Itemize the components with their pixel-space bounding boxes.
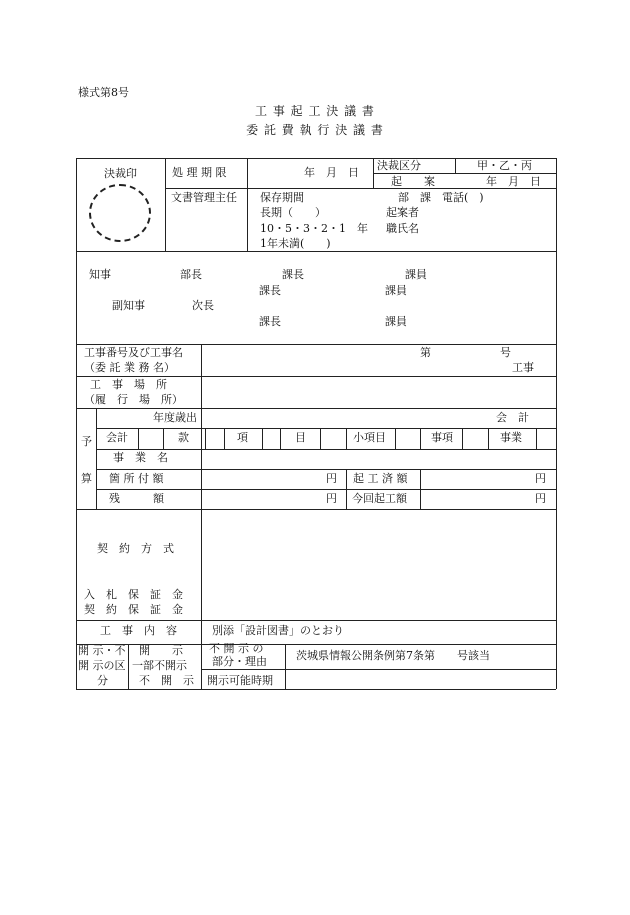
approval-section-chief-1: 課長 xyxy=(282,268,304,281)
work-suffix: 工事 xyxy=(512,361,534,374)
form-number: 様式第8号 xyxy=(78,86,129,99)
approval-section-chief-3: 課長 xyxy=(259,315,281,328)
bid-bond-label: 入 札 保 証 金 xyxy=(84,588,183,601)
divider xyxy=(205,428,206,449)
dept-section-phone: 部 課 電話( ) xyxy=(398,191,484,204)
budget-col-project: 事業 xyxy=(500,431,522,444)
budget-col-kan: 款 xyxy=(178,431,189,444)
years-options: 10・5・3・2・1 年 xyxy=(260,222,368,235)
approval-staff-2: 課員 xyxy=(385,284,407,297)
work-number-label-1: 工事番号及び工事名 xyxy=(84,346,183,359)
divider xyxy=(96,408,97,509)
under-one-year: 1年未満( ) xyxy=(260,237,331,250)
divider xyxy=(455,158,456,173)
disclosure-option-full: 開 示 xyxy=(139,644,183,657)
divider xyxy=(247,188,248,251)
approval-dept-head: 部長 xyxy=(180,268,202,281)
drafting-label: 起 案 xyxy=(391,175,435,188)
divider xyxy=(262,428,263,449)
remaining-label: 残 額 xyxy=(109,492,164,505)
divider xyxy=(96,489,556,490)
drafting-date: 年 月 日 xyxy=(486,175,541,188)
divider xyxy=(536,428,537,449)
budget-side-label-2: 算 xyxy=(81,472,92,485)
work-content-value: 別添「設計図書」のとおり xyxy=(212,624,344,637)
decision-class-value: 甲・乙・丙 xyxy=(477,159,532,172)
divider xyxy=(201,644,202,689)
divider xyxy=(165,188,556,189)
work-number-suffix: 号 xyxy=(500,346,511,359)
divider xyxy=(96,469,556,470)
divider xyxy=(96,449,556,450)
divider xyxy=(201,344,202,644)
nondisclosure-reason-label-1: 不 開 示 の xyxy=(209,642,264,655)
divider xyxy=(165,158,166,251)
doc-manager-label: 文書管理主任 xyxy=(171,191,237,204)
seal-label: 決裁印 xyxy=(104,167,137,180)
budget-col-kou: 項 xyxy=(237,431,248,444)
disclosure-option-partial: 一部不開示 xyxy=(132,659,187,672)
budget-col-matter: 事項 xyxy=(431,431,453,444)
work-number-label-2: （委 託 業 務 名） xyxy=(84,361,175,374)
divider xyxy=(138,428,139,449)
divider xyxy=(395,428,396,449)
divider xyxy=(280,428,281,449)
job-title-name-label: 職氏名 xyxy=(386,222,419,235)
disclosure-option-none: 不 開 示 xyxy=(139,674,194,687)
divider xyxy=(96,428,556,429)
divider xyxy=(320,428,321,449)
divider xyxy=(76,376,556,377)
this-start-label: 今回起工額 xyxy=(352,492,407,505)
budget-col-subitem: 小項目 xyxy=(353,431,386,444)
nondisclosure-reason-value: 茨城県情報公開条例第7条第 号該当 xyxy=(296,649,490,662)
table-border-left xyxy=(76,158,77,689)
table-border-bottom xyxy=(76,689,556,690)
divider xyxy=(76,251,556,252)
location-label-1: 工 事 場 所 xyxy=(90,378,167,391)
divider xyxy=(420,469,421,509)
approval-staff-3: 課員 xyxy=(385,315,407,328)
divider xyxy=(346,428,347,449)
divider xyxy=(128,644,129,689)
contract-bond-label: 契 約 保 証 金 xyxy=(84,603,183,616)
allocated-amount-label: 箇 所 付 額 xyxy=(109,472,164,485)
divider xyxy=(224,428,225,449)
seal-circle xyxy=(89,184,151,242)
approval-deputy-head: 次長 xyxy=(192,299,214,312)
divider xyxy=(285,644,286,689)
divider xyxy=(462,428,463,449)
approval-governor: 知事 xyxy=(89,268,111,281)
disclosure-class-2: 開 示の区 xyxy=(78,659,126,672)
divider xyxy=(201,669,556,670)
budget-col-account: 会計 xyxy=(106,431,128,444)
divider xyxy=(76,408,556,409)
title-commission: 委 託 費 執 行 決 議 書 xyxy=(246,123,384,137)
retention-period: 保存期間 xyxy=(260,191,304,204)
table-border-right xyxy=(556,158,557,689)
budget-side-label-1: 予 xyxy=(81,435,92,448)
budget-col-moku: 目 xyxy=(295,431,306,444)
divider xyxy=(373,173,556,174)
title-construction: 工 事 起 工 決 議 書 xyxy=(255,104,375,118)
approval-staff-1: 課員 xyxy=(405,268,427,281)
yen-4: 円 xyxy=(535,492,546,505)
contract-method-label: 契 約 方 式 xyxy=(97,542,174,555)
yen-2: 円 xyxy=(535,472,546,485)
accounts-label: 会 計 xyxy=(496,411,529,424)
divider xyxy=(346,469,347,509)
divider xyxy=(76,344,556,345)
divider xyxy=(76,620,556,621)
processing-deadline-label: 処 理 期 限 xyxy=(172,166,227,179)
project-name-label: 事 業 名 xyxy=(113,451,168,464)
work-number-prefix: 第 xyxy=(420,346,431,359)
disclosure-class-3: 分 xyxy=(97,674,108,687)
processing-deadline-date: 年 月 日 xyxy=(304,166,359,179)
divider xyxy=(488,428,489,449)
long-term: 長期（ ） xyxy=(260,206,326,219)
divider xyxy=(76,509,556,510)
drafter-label: 起案者 xyxy=(386,206,419,219)
fiscal-year-expenditure: 年度歳出 xyxy=(153,411,197,424)
divider xyxy=(420,428,421,449)
started-amount-label: 起 工 済 額 xyxy=(353,472,408,485)
yen-3: 円 xyxy=(326,492,337,505)
divider xyxy=(247,158,248,188)
approval-section-chief-2: 課長 xyxy=(259,284,281,297)
location-label-2: （履 行 場 所） xyxy=(84,393,183,406)
disclosure-time-label: 開示可能時期 xyxy=(207,674,273,687)
divider xyxy=(163,428,164,449)
approval-vice-governor: 副知事 xyxy=(112,299,145,312)
nondisclosure-reason-label-2: 部分・理由 xyxy=(212,655,267,668)
decision-class-label: 決裁区分 xyxy=(377,159,421,172)
work-content-label: 工 事 内 容 xyxy=(100,624,177,637)
yen-1: 円 xyxy=(326,472,337,485)
disclosure-class-1: 開 示・不 xyxy=(78,644,126,657)
